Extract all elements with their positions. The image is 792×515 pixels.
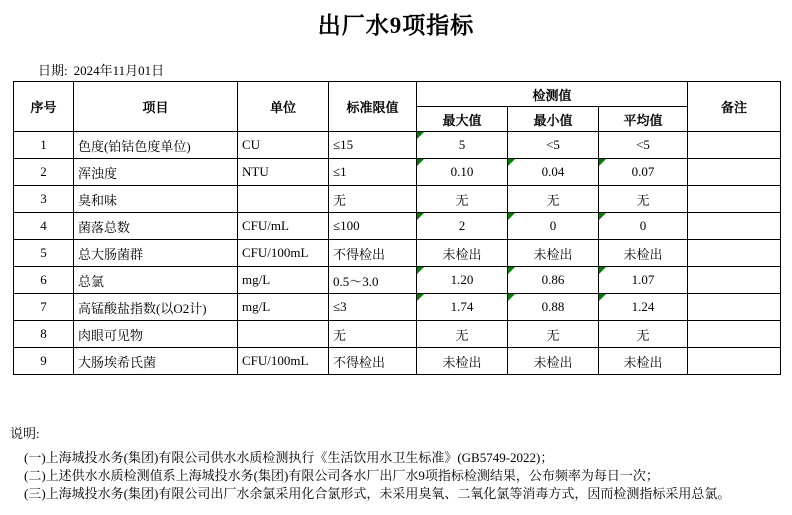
header-max: 最大值 <box>417 107 508 132</box>
notes-list <box>24 449 730 503</box>
cell-max: 1.20 <box>417 267 508 294</box>
cell-min: 无 <box>508 186 599 213</box>
cell-seq: 6 <box>14 267 74 294</box>
table-row <box>14 132 781 159</box>
cell-limit: 不得检出 <box>329 348 417 375</box>
cell-limit: ≤100 <box>329 213 417 240</box>
cell-limit: 无 <box>329 186 417 213</box>
cell-item: 总氯 <box>74 267 238 294</box>
cell-max: 未检出 <box>417 240 508 267</box>
cell-unit <box>238 321 329 348</box>
note-line: (三)上海城投水务(集团)有限公司出厂水余氯采用化合氯形式，未采用臭氧、二氧化氯等消毒方式，因而检测指标采用总氯。 <box>24 486 731 501</box>
cell-max: 2 <box>417 213 508 240</box>
cell-item: 大肠埃希氏菌 <box>74 348 238 375</box>
cell-min: 0 <box>508 213 599 240</box>
cell-remark <box>688 321 781 348</box>
cell-item: 菌落总数 <box>74 213 238 240</box>
cell-remark <box>688 267 781 294</box>
cell-limit: 不得检出 <box>329 240 417 267</box>
cell-max: 无 <box>417 186 508 213</box>
cell-seq: 5 <box>14 240 74 267</box>
cell-item: 总大肠菌群 <box>74 240 238 267</box>
cell-remark <box>688 294 781 321</box>
cell-max: 0.10 <box>417 159 508 186</box>
header-min: 最小值 <box>508 107 599 132</box>
header-remark: 备注 <box>688 82 781 132</box>
cell-seq: 9 <box>14 348 74 375</box>
note-line: (一)上海城投水务(集团)有限公司供水水质检测执行《生活饮用水卫生标准》(GB5749-2022)； <box>24 450 554 465</box>
table-row <box>14 213 781 240</box>
cell-min: 0.88 <box>508 294 599 321</box>
table-header <box>14 82 781 132</box>
notes-label: 说明: <box>10 426 40 441</box>
cell-item: 浑浊度 <box>74 159 238 186</box>
cell-unit: CFU/100mL <box>238 348 329 375</box>
cell-avg: 未检出 <box>599 348 688 375</box>
cell-unit: NTU <box>238 159 329 186</box>
date-value: 2024年11月01日 <box>73 63 165 78</box>
cell-unit: mg/L <box>238 294 329 321</box>
table-row <box>14 240 781 267</box>
date-line <box>38 60 164 79</box>
cell-unit: mg/L <box>238 267 329 294</box>
cell-avg: 未检出 <box>599 240 688 267</box>
cell-limit: 0.5～3.0 <box>329 267 417 294</box>
cell-remark <box>688 159 781 186</box>
cell-min: 0.04 <box>508 159 599 186</box>
cell-remark <box>688 132 781 159</box>
header-detection: 检测值 <box>417 82 688 107</box>
cell-max: 1.74 <box>417 294 508 321</box>
cell-avg: 0.07 <box>599 159 688 186</box>
cell-seq: 2 <box>14 159 74 186</box>
cell-min: 未检出 <box>508 240 599 267</box>
cell-avg: 无 <box>599 186 688 213</box>
cell-remark <box>688 348 781 375</box>
cell-limit: ≤15 <box>329 132 417 159</box>
header-unit: 单位 <box>238 82 329 132</box>
table-row <box>14 267 781 294</box>
cell-avg: 1.07 <box>599 267 688 294</box>
cell-avg: <5 <box>599 132 688 159</box>
header-limit: 标准限值 <box>329 82 417 132</box>
cell-limit: 无 <box>329 321 417 348</box>
cell-max: 无 <box>417 321 508 348</box>
cell-seq: 4 <box>14 213 74 240</box>
cell-item: 臭和味 <box>74 186 238 213</box>
cell-item: 肉眼可见物 <box>74 321 238 348</box>
cell-limit: ≤1 <box>329 159 417 186</box>
cell-min: 无 <box>508 321 599 348</box>
cell-unit: CFU/mL <box>238 213 329 240</box>
header-seq: 序号 <box>14 82 74 132</box>
cell-max: 未检出 <box>417 348 508 375</box>
cell-max: 5 <box>417 132 508 159</box>
cell-seq: 8 <box>14 321 74 348</box>
water-quality-table <box>13 81 781 375</box>
cell-item: 色度(铂钴色度单位) <box>74 132 238 159</box>
cell-avg: 0 <box>599 213 688 240</box>
cell-unit: CFU/100mL <box>238 240 329 267</box>
cell-seq: 7 <box>14 294 74 321</box>
cell-min: <5 <box>508 132 599 159</box>
header-item: 项目 <box>74 82 238 132</box>
table-row <box>14 186 781 213</box>
cell-min: 未检出 <box>508 348 599 375</box>
date-label: 日期: <box>38 63 68 78</box>
cell-unit <box>238 186 329 213</box>
table-row <box>14 321 781 348</box>
table-row <box>14 159 781 186</box>
cell-seq: 1 <box>14 132 74 159</box>
cell-unit: CU <box>238 132 329 159</box>
cell-remark <box>688 186 781 213</box>
cell-item: 高锰酸盐指数(以O2计) <box>74 294 238 321</box>
cell-remark <box>688 213 781 240</box>
cell-min: 0.86 <box>508 267 599 294</box>
table-body <box>14 132 781 375</box>
cell-seq: 3 <box>14 186 74 213</box>
cell-avg: 1.24 <box>599 294 688 321</box>
note-line: (二)上述供水水质检测值系上海城投水务(集团)有限公司各水厂出厂水9项指标检测结果，公布频率为每日一次； <box>24 468 659 483</box>
page-title: 出厂水9项指标 <box>317 13 475 38</box>
cell-limit: ≤3 <box>329 294 417 321</box>
header-avg: 平均值 <box>599 107 688 132</box>
table-row <box>14 348 781 375</box>
cell-avg: 无 <box>599 321 688 348</box>
cell-remark <box>688 240 781 267</box>
table-row <box>14 294 781 321</box>
